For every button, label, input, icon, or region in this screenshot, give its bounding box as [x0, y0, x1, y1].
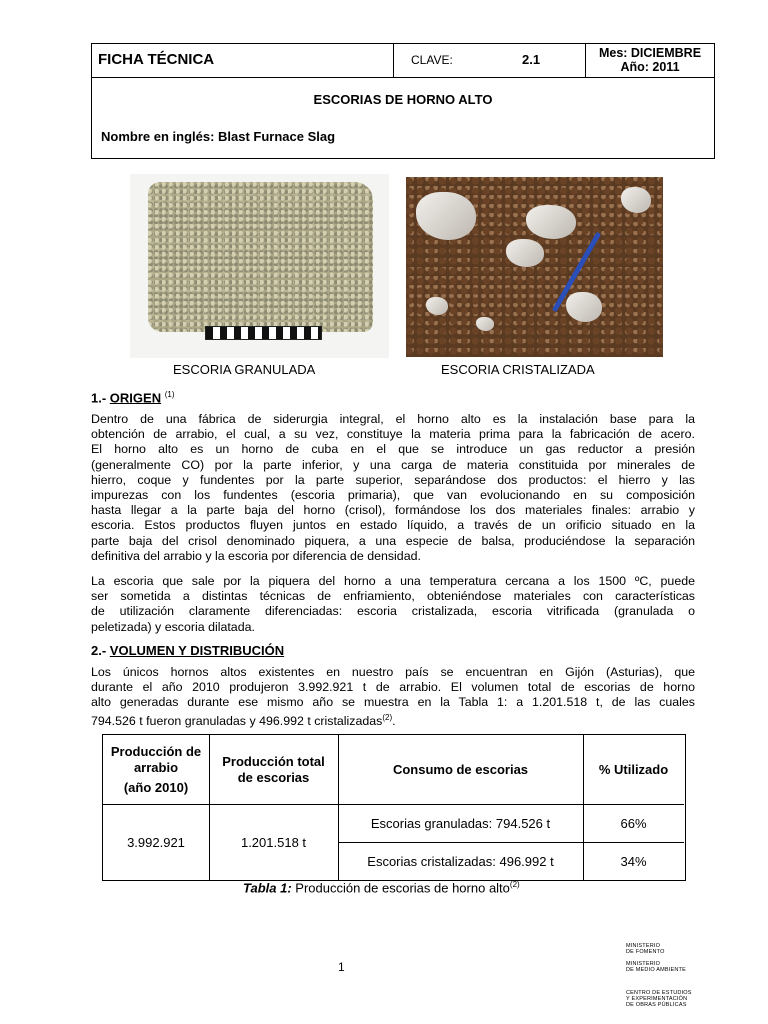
text-line: peletizada) y escoria dilatada. [91, 619, 255, 634]
volume-paragraph-last-line [91, 710, 695, 729]
english-name: Nombre en inglés: Blast Furnace Slag [101, 129, 336, 144]
text-line: hasta llegar a la parte baja del horno (crisol), formándose los dos materiales finales: arrabio y [91, 503, 695, 518]
rock [621, 187, 651, 213]
header-arrabio: Producción de arrabio (año 2010) [110, 743, 202, 795]
section-1-heading [91, 390, 175, 405]
header-total: Producción total de escorias [222, 753, 325, 785]
cell-total: 1.201.518 t [240, 834, 307, 850]
header-consumo: Consumo de escorias [392, 761, 529, 777]
section-2-title: VOLUMEN Y DISTRIBUCIÓN [109, 643, 285, 658]
caption-granulated: ESCORIA GRANULADA [173, 362, 316, 377]
text-line: (generalmente CO) por la parte inferior, y una carga de materia constituida por minerales de [91, 457, 695, 472]
doc-subtitle: ESCORIAS DE HORNO ALTO [313, 92, 493, 107]
origin-paragraph-2 [91, 574, 695, 635]
header-box [91, 43, 715, 159]
photo-crystallized-slag [406, 177, 663, 357]
text-line: ser sometida a distintas técnicas de enfriamiento, obteniéndose materiales con características [91, 589, 695, 604]
table-caption: Tabla 1: Producción de escorias de horno alto$^{(2)}$ [243, 880, 520, 896]
month: Mes: DICIEMBRE [598, 46, 702, 60]
text-line: obtención de arrabio, el cual, a su vez, constituye la materia prima para la fabricación de acero. [91, 427, 695, 442]
date-cell [586, 44, 714, 77]
cell-arrabio: 3.992.921 [127, 834, 185, 850]
section-1-number: 1.- [91, 390, 107, 406]
text-line: impurezas con los fundentes (escoria primaria), que van evolucionando en su composición [91, 488, 695, 503]
caption-crystallized: ESCORIA CRISTALIZADA [441, 362, 595, 377]
text-line: 794.526 t fueron granuladas y 496.992 t cristalizadas$^{(2)}$. [91, 713, 396, 729]
page-number: 1 [338, 960, 345, 974]
rock [426, 297, 448, 315]
section-1-ref: (1) [164, 390, 175, 399]
text-line: de utilización claramente diferenciadas: escoria cristalizada, escoria vitrificada (granulada o [91, 604, 695, 619]
cell-consumo-crystallized: Escorias cristalizadas: 496.992 t [367, 853, 554, 869]
cell-pct-granulated: 66% [620, 815, 647, 831]
section-2-heading [91, 643, 284, 658]
clave-cell [394, 44, 586, 77]
logo-ministerio-fomento: MINISTERIO DE FOMENTO [626, 943, 665, 956]
doc-title: FICHA TÉCNICA [92, 44, 394, 77]
text-line: La escoria que sale por la piquera del horno a una temperatura cercana a los 1500 ºC, puede [91, 574, 695, 588]
cell-consumo-granulated: Escorias granuladas: 794.526 t [370, 815, 551, 831]
cell-pct-crystallized: 34% [620, 853, 647, 869]
text-line: durante el año 2010 produjeron 3.992.921 t de arrabio. El volumen total de escorias de horno [91, 680, 695, 695]
rock [506, 239, 544, 267]
section-2-number: 2.- [91, 643, 107, 658]
text-line: El horno alto es un horno de cuba en el que se introduce un gas reductor a presión [91, 442, 695, 457]
text-line: definitiva del arrabio y la escoria por diferencia de densidad. [91, 548, 421, 563]
photo-granulated-slag [130, 174, 389, 358]
clave-label: CLAVE: [411, 53, 453, 67]
clave-value: 2.1 [522, 52, 541, 67]
text-line: hierro, coque y fundentes por la parte superior, separándose dos productos: el hierro y las [91, 472, 695, 487]
slag-production-table [102, 734, 686, 881]
text-line: alto generadas durante ese mismo año se muestra en la Tabla 1: a 1.201.518 t, de las cuales [91, 695, 695, 710]
rock [526, 205, 576, 239]
rock [416, 192, 476, 240]
volume-paragraph [91, 665, 695, 711]
text-line: parte baja del crisol denominado piquera, a una especie de balsa, produciéndose la separación [91, 533, 695, 548]
slag-pile [148, 182, 373, 332]
origin-paragraph-1 [91, 412, 695, 564]
logo-cedex: CENTRO DE ESTUDIOS Y EXPERIMENTACIÓN DE OBRAS PÚBLICAS [626, 990, 692, 1009]
scale-ruler [205, 326, 322, 340]
rock [566, 292, 602, 322]
rock [476, 317, 494, 331]
text-line: escoria. Estos productos fluyen juntos en estado líquido, a través de un orificio situado en la [91, 518, 695, 533]
text-line: Dentro de una fábrica de siderurgia integral, el horno alto es la instalación base para la [91, 412, 695, 426]
section-1-title: ORIGEN [109, 390, 162, 406]
header-pct: % Utilizado [598, 761, 669, 777]
year: Año: 2011 [620, 60, 680, 74]
logo-ministerio-medio-ambiente: MINISTERIO DE MEDIO AMBIENTE [626, 961, 686, 974]
header-row [92, 44, 714, 78]
text-line: Los únicos hornos altos existentes en nuestro país se encuentran en Gijón (Asturias), que [91, 665, 695, 679]
